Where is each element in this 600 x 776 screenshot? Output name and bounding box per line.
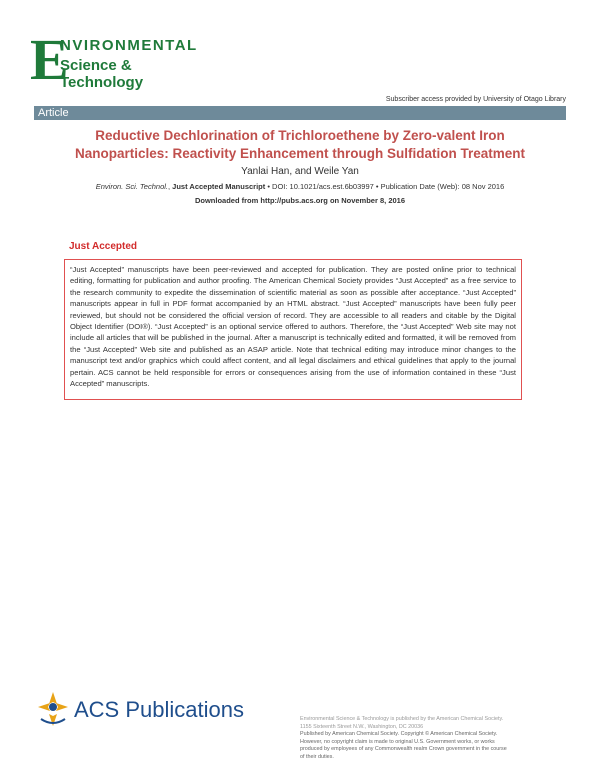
section-bar <box>34 106 566 120</box>
footer-line: 1155 Sixteenth Street N.W., Washington, DC 20036 <box>300 723 424 730</box>
footer-line: of their duties. <box>300 753 334 760</box>
citation-manuscript: Just Accepted Manuscript <box>172 182 266 191</box>
acs-logo-icon <box>37 691 69 727</box>
journal-logo <box>30 27 198 92</box>
footer-line: Environmental Science & Technology is published by the American Chemical Society. <box>300 716 504 722</box>
citation-details: • DOI: 10.1021/acs.est.6b03997 • Publication Date (Web): 08 Nov 2016 <box>265 182 505 191</box>
footer-line: Published by American Chemical Society. Copyright © American Chemical Society. <box>300 731 498 738</box>
citation-line: Environ. Sci. Technol., Just Accepted Manuscript • DOI: 10.1021/acs.est.6b03997 • Publication Date (Web): 08 Nov 2016 <box>95 182 505 191</box>
download-notice[interactable]: Downloaded from http://pubs.acs.org on November 8, 2016 <box>194 196 406 205</box>
citation-journal: Environ. Sci. Technol. <box>95 182 168 191</box>
just-accepted-body: “Just Accepted” manuscripts have been peer-reviewed and accepted for publication. They are posted online prior to technical editing, formatting for publication and author proofing. The American Chemical Society provides “Just Accepted” as a free service to the research community to expedite the dissemination of scientific material as soon as possible after acceptance. “Just Accepted” manuscripts appear in full in PDF format accompanied by an HTML abstract. “Just Accepted” manuscripts have been fully peer reviewed, but should not be considered the official version of record. They are accessible to all readers and citable by the Digital Object Identifier (DOI®). “Just Accepted” is an optional service offered to authors. Therefore, the “Just Accepted” Web site may not include all articles that will be published in the journal. After a manuscript is technically edited and formatted, it will be removed from the “Just Accepted” Web site and published as an ASAP article. Note that technical editing may introduce minor changes to the manuscript text and/or graphics which could affect content, and all legal disclaimers and ethical guidelines that apply to the journal pertain. ACS cannot be held responsible for errors or consequences arising from the use of information contained in these “Just Accepted” manuscripts. <box>70 265 516 389</box>
article-title-line2: Nanoparticles: Reactivity Enhancement through Sulfidation Treatment <box>74 146 526 161</box>
subscriber-notice: Subscriber access provided by University of Otago Library <box>385 96 566 103</box>
publisher-logo-text: ACS Publications <box>74 697 244 722</box>
publisher-footer <box>300 716 590 762</box>
author-list: Yanlai Han, and Weile Yan <box>241 166 359 177</box>
section-label: Article <box>38 107 69 119</box>
just-accepted-notice-box <box>64 259 522 400</box>
article-title-line1: Reductive Dechlorination of Trichloroethene by Zero-valent Iron <box>95 128 505 143</box>
journal-logo-line1: NVIRONMENTAL <box>60 37 198 54</box>
footer-line: produced by employees of any Commonwealth realm Crown government in the course <box>300 746 507 753</box>
journal-logo-letter: E <box>30 27 69 92</box>
just-accepted-heading: Just Accepted <box>69 241 137 252</box>
footer-line: However, no copyright claim is made to original U.S. Government works, or works <box>300 738 495 745</box>
journal-logo-line2: Science & Technology <box>60 57 144 91</box>
